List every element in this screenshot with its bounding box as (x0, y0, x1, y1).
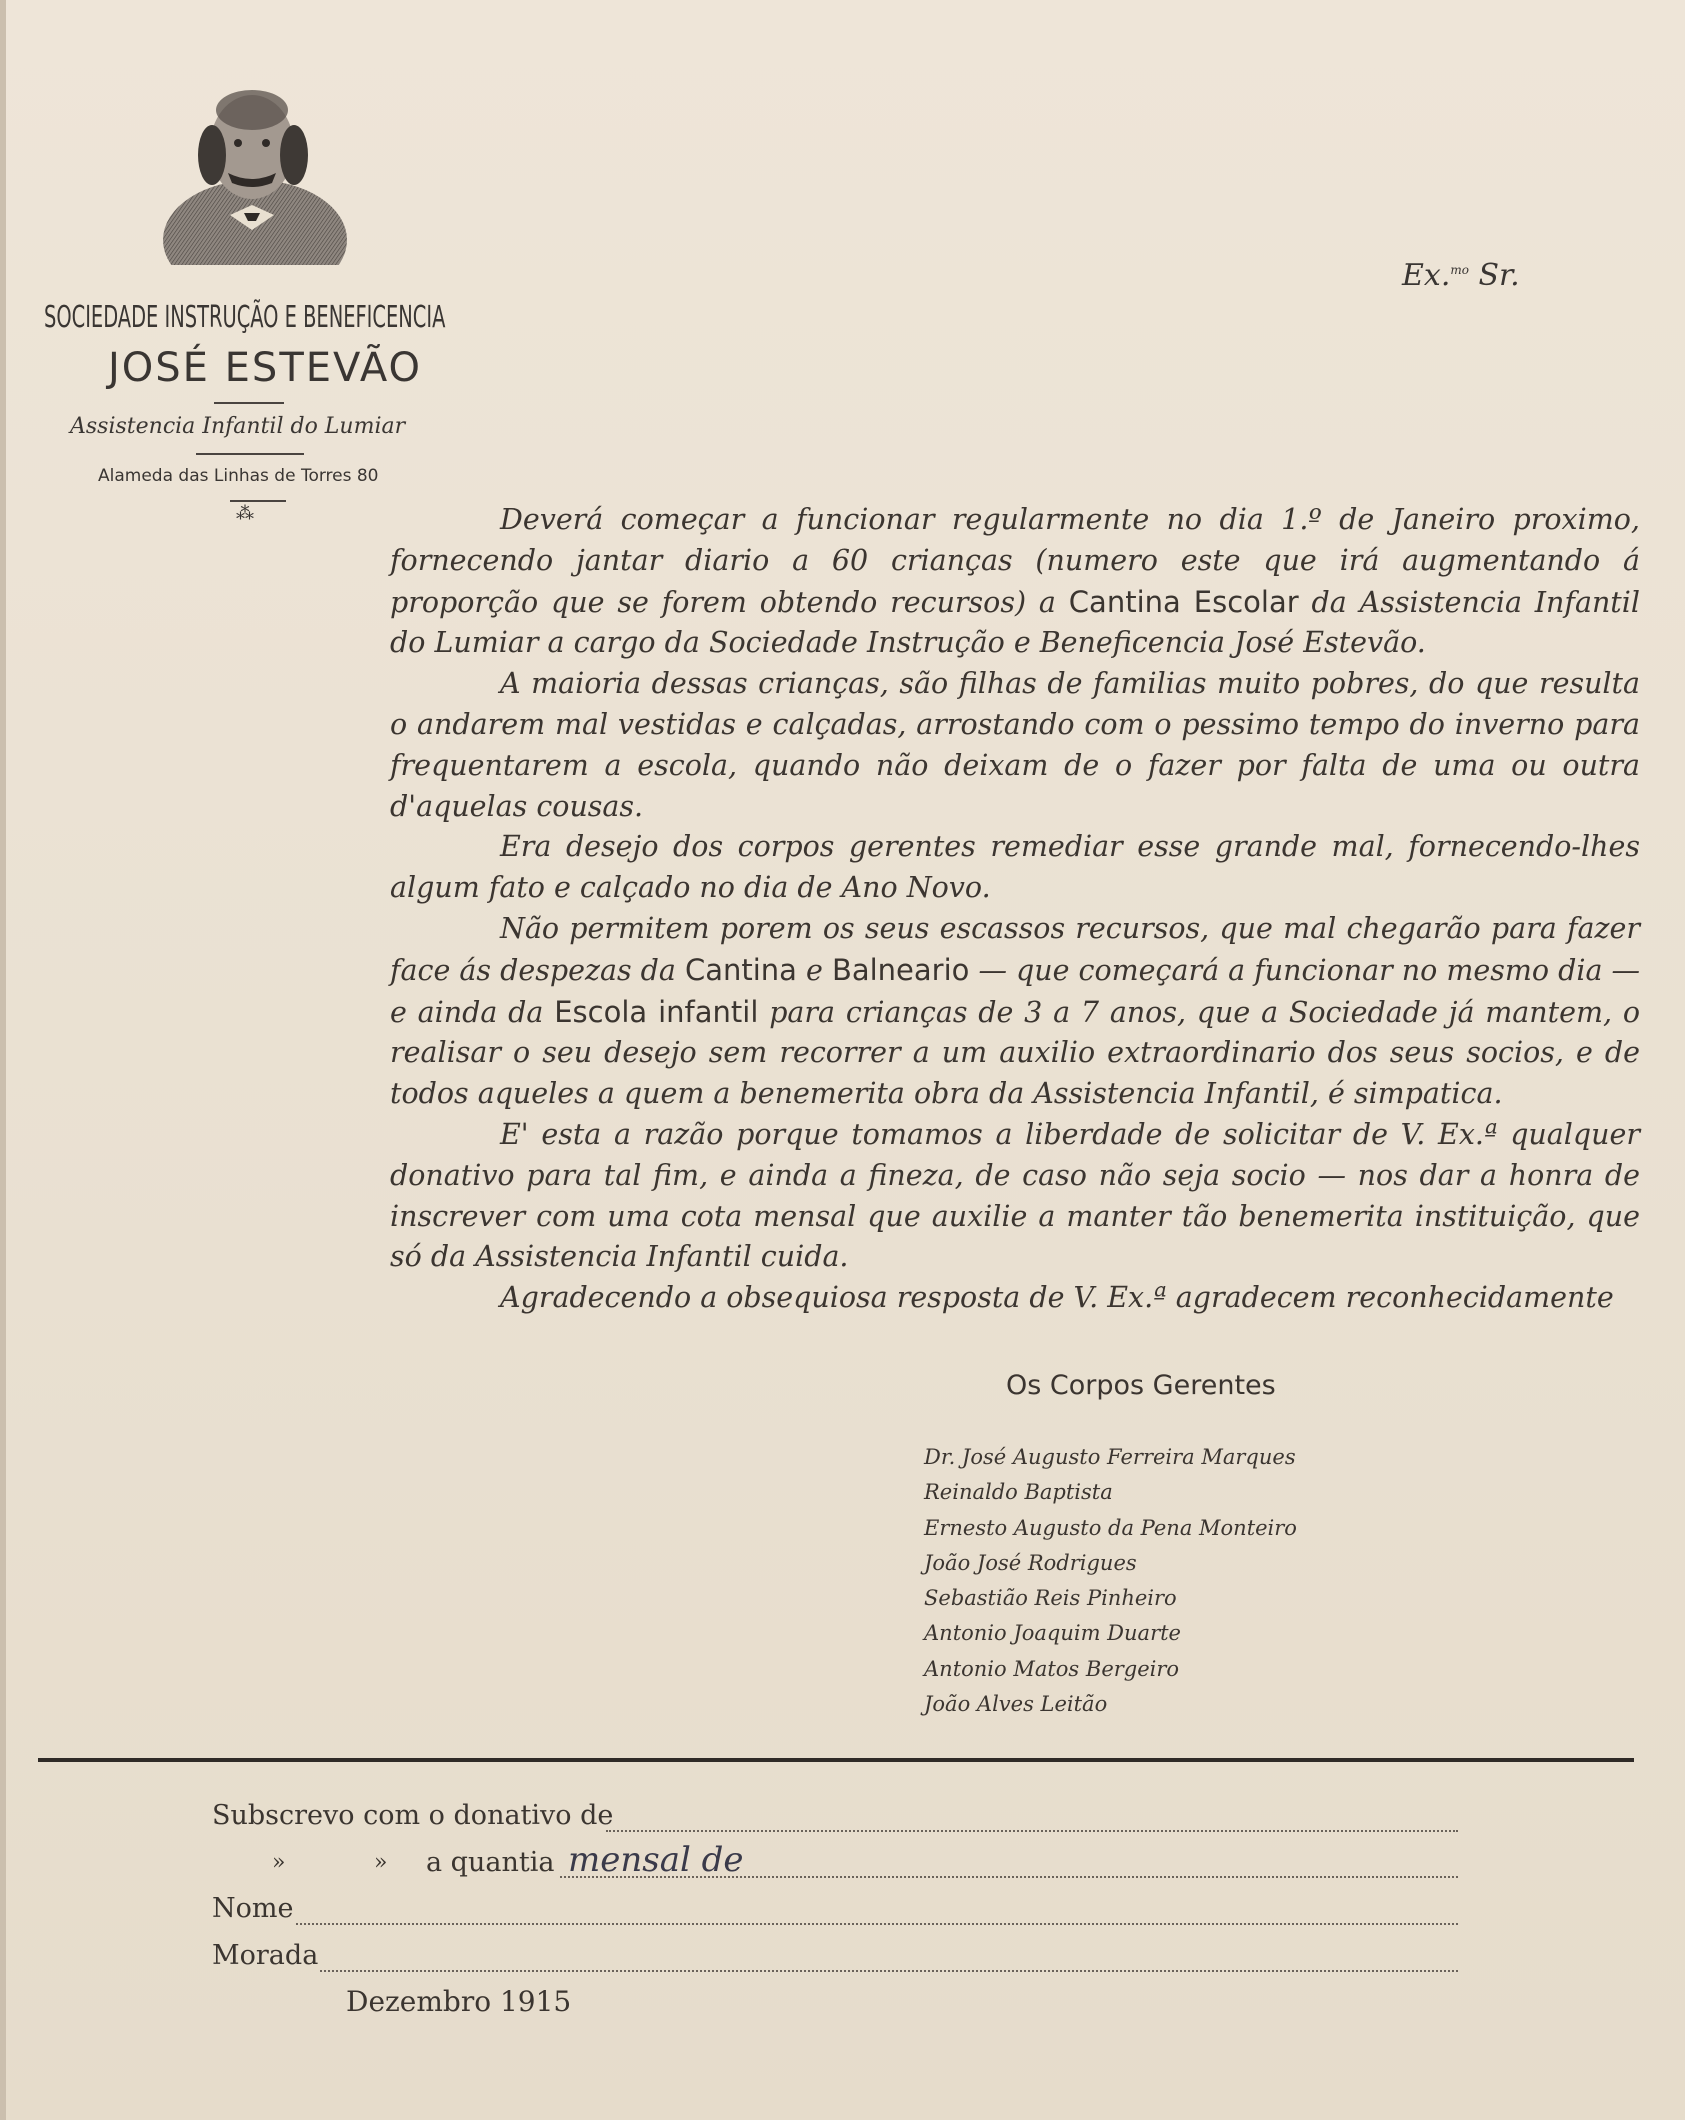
paragraph-5: E' esta a razão porque tomamos a liberdade de solicitar de V. Ex.ª qualquer donativo para tal fim, e ainda a fineza, de caso não seja socio — nos dar a honra de inscrever com uma cota mensal que auxilie a manter tão benemerita instituição, que só da Assistencia Infantil cuida. (390, 1117, 1640, 1274)
org-name-line2: JOSÉ ESTEVÃO (108, 345, 422, 391)
donation-field[interactable] (606, 1830, 1458, 1832)
signature-title: Os Corpos Gerentes (1006, 1370, 1276, 1401)
portrait-engraving (160, 65, 350, 265)
org-subtitle: Assistencia Infantil do Lumiar (70, 414, 406, 439)
ditto-mark: » (272, 1850, 286, 1875)
name-label: Nome (212, 1893, 294, 1924)
name-field[interactable] (296, 1923, 1458, 1925)
org-name-line1: SOCIEDADE INSTRUÇÃO E BENEFICENCIA (44, 300, 446, 335)
salutation: Ex.$^{mo}$ Sr. (1402, 258, 1520, 293)
paragraph-1: Deverá começar a funcionar regularmente no dia 1.º de Janeiro proximo, fornecendo jantar diario a 60 crianças (numero este que irá augmentando á proporção que se forem obtendo recursos) a Cantina Escolar da Assistencia Infantil do Lumiar a cargo da Sociedade Instrução e Beneficencia José Estevão. (390, 503, 1640, 660)
signatory-name: Reinaldo Baptista (924, 1480, 1113, 1505)
signatory-name: Dr. José Augusto Ferreira Marques (924, 1445, 1296, 1469)
signatories-list (924, 1440, 1444, 1722)
address-label: Morada (212, 1940, 319, 1971)
ditto-mark: » (374, 1850, 388, 1875)
paragraph-3: Era desejo dos corpos gerentes remediar esse grande mal, fornecendo-lhes algum fato e calçado no dia de Ano Novo. (390, 830, 1640, 905)
letter-body (390, 500, 1640, 1319)
ornament-rule (196, 453, 304, 455)
letter-date: Dezembro 1915 (346, 1985, 572, 2018)
paper-edge (0, 0, 6, 2120)
signatory-name: João Alves Leitão (924, 1692, 1108, 1717)
paragraph-2: A maioria dessas crianças, são filhas de familias muito pobres, do que resulta o andarem mal vestidas e calçadas, arrostando com o pessimo tempo do inverno para frequentarem a escola, quando não deixam de o fazer por falta de uma ou outra d'aquelas cousas. (390, 667, 1640, 823)
donation-label: Subscrevo com o donativo de (212, 1800, 614, 1831)
signatory-name: Antonio Joaquim Duarte (924, 1621, 1181, 1646)
ornament-rule (230, 500, 286, 502)
section-divider (38, 1758, 1634, 1762)
org-address: Alameda das Linhas de Torres 80 (98, 466, 379, 486)
amount-handwritten: mensal de (568, 1840, 744, 1880)
flourish-icon: ⁂ (236, 503, 254, 524)
signatory-name: Ernesto Augusto da Pena Monteiro (924, 1515, 1297, 1540)
address-field[interactable] (320, 1970, 1458, 1972)
signatory-name: Sebastião Reis Pinheiro (924, 1586, 1177, 1611)
paragraph-6: Agradecendo a obsequiosa resposta de V. Ex.ª agradecem reconhecidamente (500, 1281, 1614, 1315)
ornament-rule (214, 402, 284, 404)
signatory-name: João José Rodrigues (924, 1550, 1137, 1575)
signatory-name: Antonio Matos Bergeiro (924, 1656, 1180, 1681)
paragraph-4: Não permitem porem os seus escassos recursos, que mal chegarão para fazer face ás despezas da Cantina e Balneario — que começará a funcionar no mesmo dia — e ainda da Escola infantil para crianças de 3 a 7 anos, que a Sociedade já mantem, o realisar o seu desejo sem recorrer a um auxilio extraordinario dos seus socios, e de todos aqueles a quem a benemerita obra da Assistencia Infantil, é simpatica. (390, 911, 1640, 1111)
amount-label: a quantia (426, 1847, 555, 1878)
amount-field[interactable] (560, 1876, 1458, 1878)
